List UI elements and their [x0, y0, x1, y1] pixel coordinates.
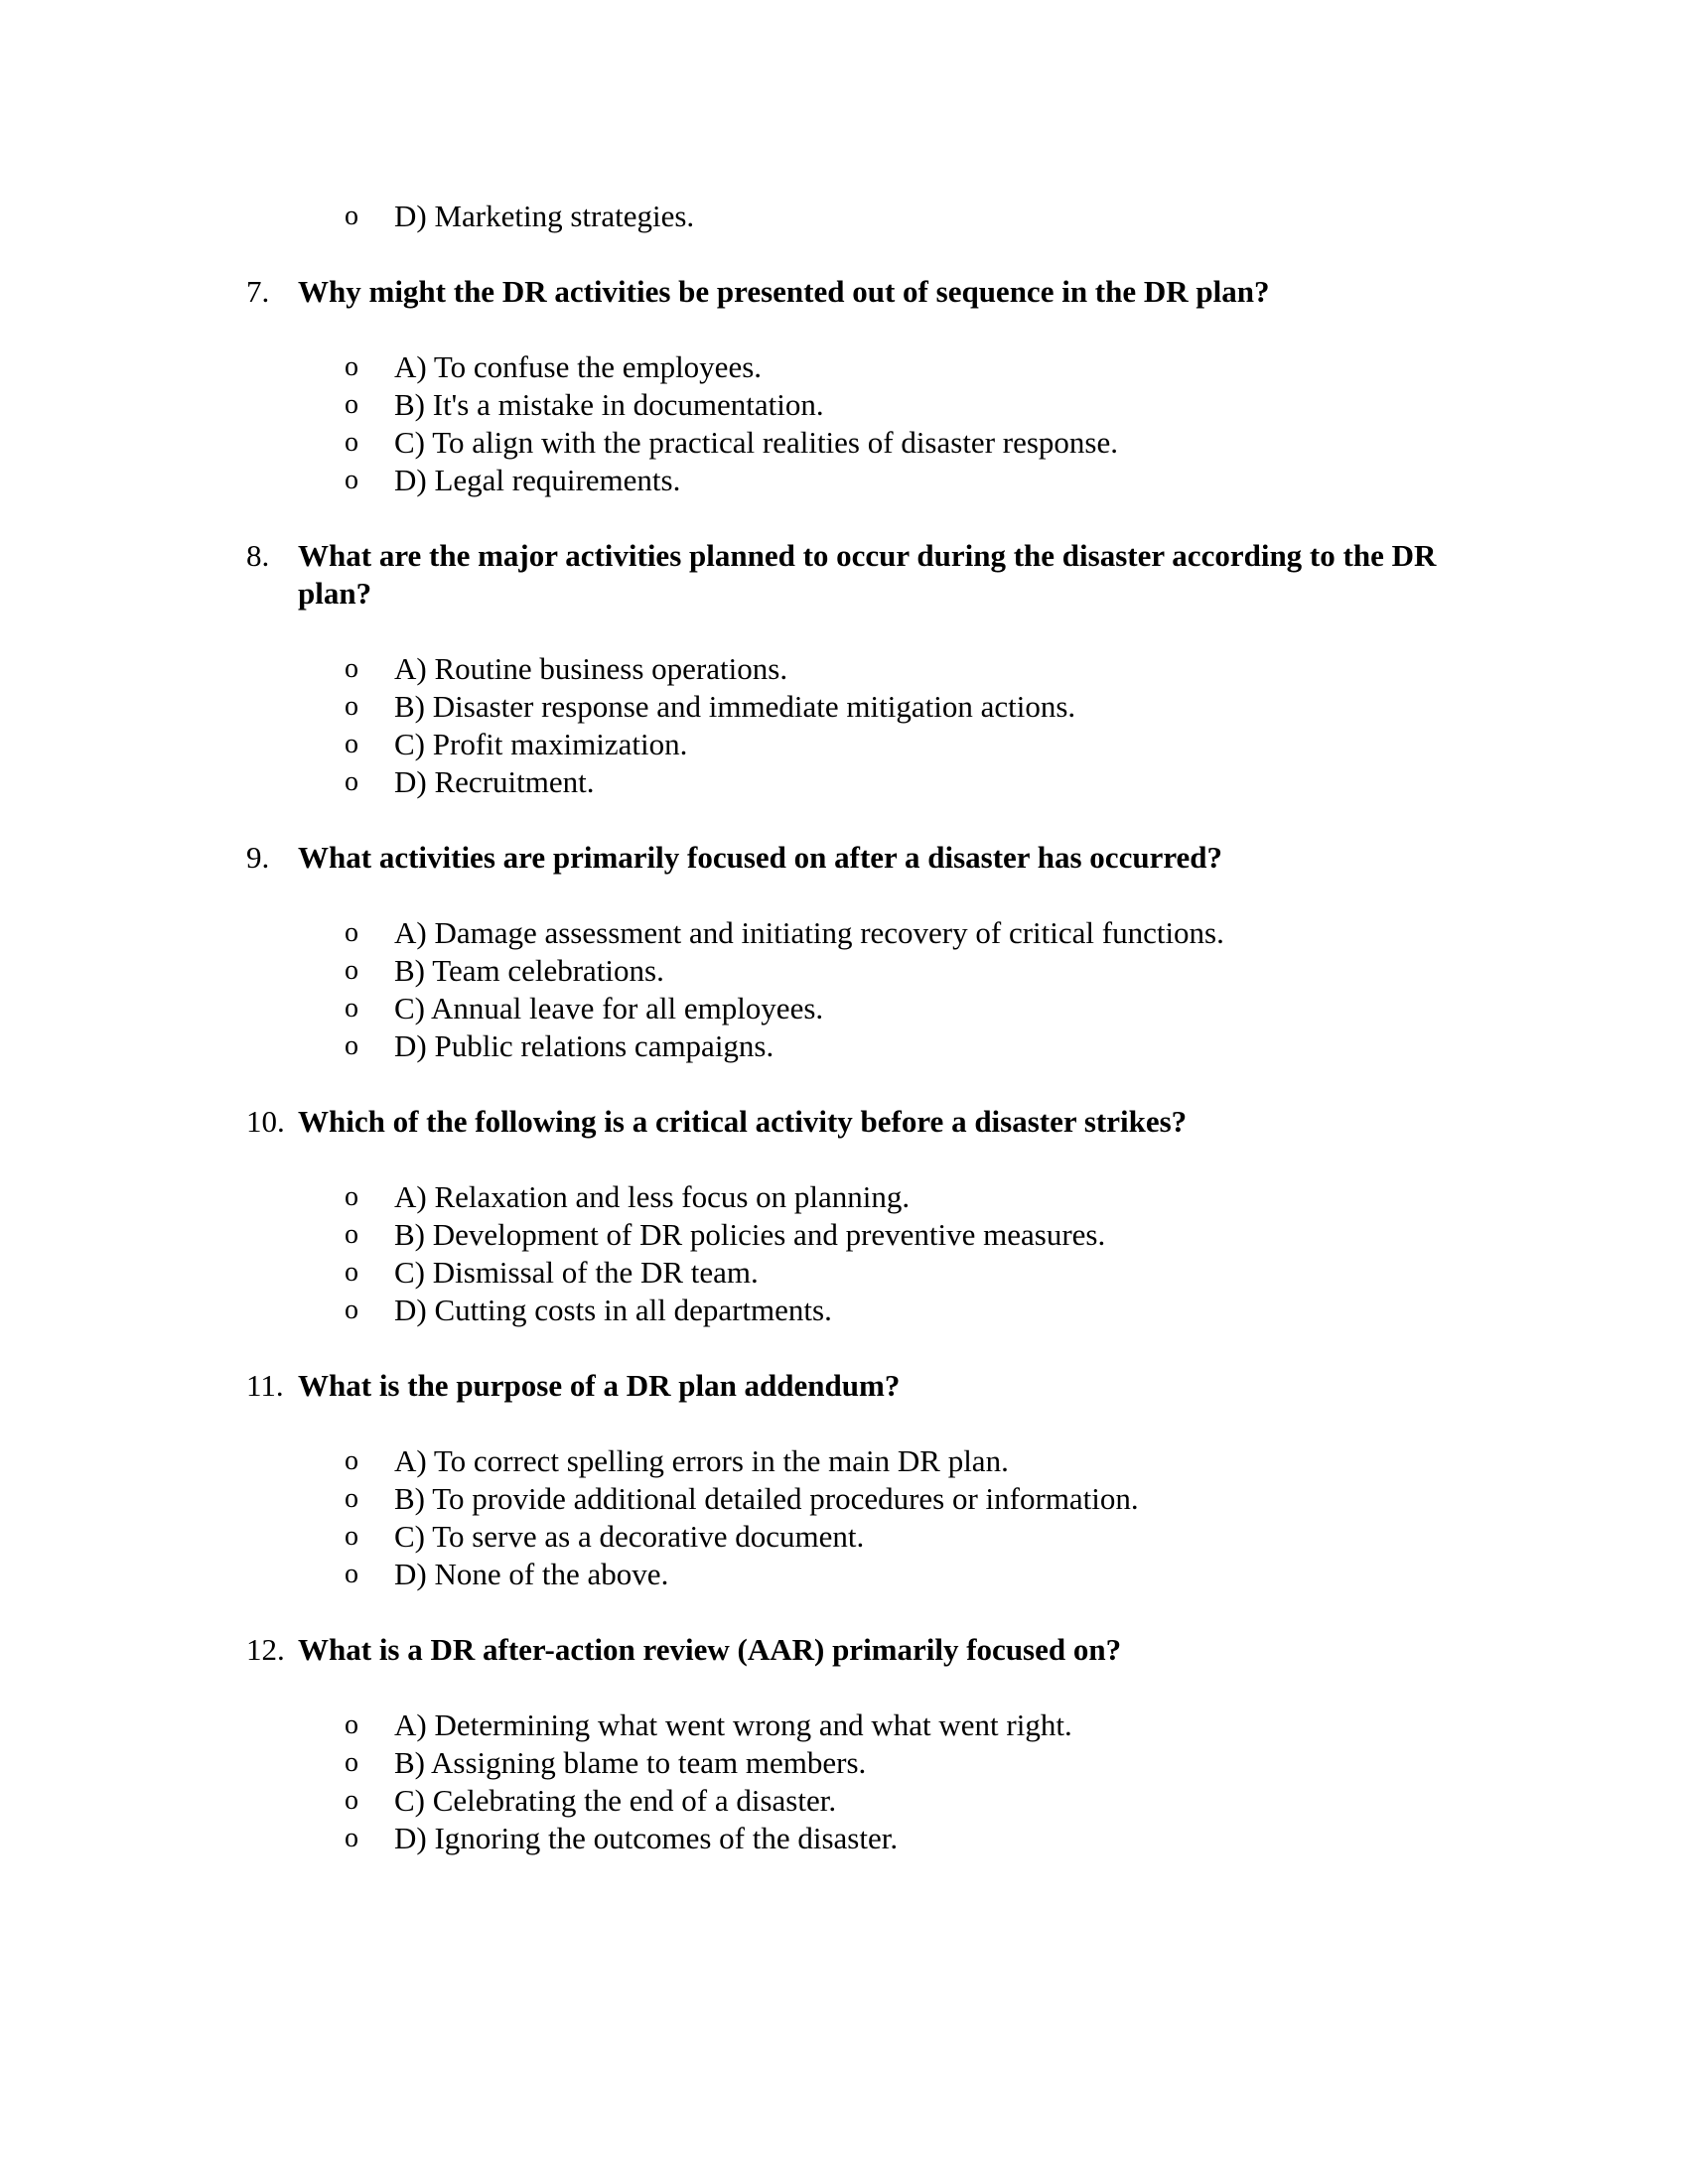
bullet-marker: o [345, 1445, 358, 1476]
option-text: C) To align with the practical realities of disaster response. [394, 425, 1118, 460]
bullet-marker: o [345, 1521, 358, 1552]
option-text: A) Determining what went wrong and what went right. [394, 1707, 1072, 1742]
option-text: D) Legal requirements. [394, 463, 681, 497]
bullet-marker: o [345, 766, 358, 797]
bullet-marker: o [345, 1709, 358, 1740]
question-number: 7. [246, 274, 270, 309]
option-text: D) Marketing strategies. [394, 199, 695, 233]
option-text: C) Annual leave for all employees. [394, 991, 824, 1025]
bullet-marker: o [345, 653, 358, 684]
question-number: 11. [246, 1368, 284, 1403]
bullet-marker: o [345, 1219, 358, 1250]
option-text: B) Development of DR policies and preventive measures. [394, 1217, 1106, 1252]
option-text: B) Disaster response and immediate mitigation actions. [394, 689, 1076, 724]
question-text: Why might the DR activities be presented out of sequence in the DR plan? [298, 274, 1270, 309]
bullet-marker: o [345, 427, 358, 458]
question-text: What is the purpose of a DR plan addendum? [298, 1368, 901, 1403]
bullet-marker: o [345, 917, 358, 948]
option-text: A) To correct spelling errors in the main DR plan. [394, 1443, 1009, 1478]
option-text: C) To serve as a decorative document. [394, 1519, 865, 1554]
bullet-marker: o [345, 1295, 358, 1325]
bullet-marker: o [345, 1823, 358, 1853]
option-text: A) To confuse the employees. [394, 349, 763, 384]
option-text: D) None of the above. [394, 1557, 669, 1591]
bullet-marker: o [345, 691, 358, 722]
bullet-marker: o [345, 729, 358, 759]
option-text: A) Routine business operations. [394, 651, 788, 686]
option-text: A) Damage assessment and initiating recovery of critical functions. [394, 915, 1224, 950]
question-number: 9. [246, 840, 270, 875]
bullet-marker: o [345, 351, 358, 382]
bullet-marker: o [345, 1181, 358, 1212]
option-text: D) Cutting costs in all departments. [394, 1293, 832, 1327]
bullet-marker: o [345, 201, 358, 231]
question-text: What activities are primarily focused on after a disaster has occurred? [298, 840, 1223, 875]
option-text: C) Dismissal of the DR team. [394, 1255, 759, 1290]
question-text: Which of the following is a critical activity before a disaster strikes? [298, 1104, 1188, 1139]
option-text: C) Profit maximization. [394, 727, 688, 761]
bullet-marker: o [345, 1559, 358, 1589]
option-text: D) Recruitment. [394, 764, 595, 799]
option-text: B) Team celebrations. [394, 953, 664, 988]
bullet-marker: o [345, 1257, 358, 1288]
question-text: What are the major activities planned to occur during the disaster according to the DR plan? [298, 538, 1437, 611]
option-text: B) To provide additional detailed procedures or information. [394, 1481, 1139, 1516]
bullet-marker: o [345, 389, 358, 420]
bullet-marker: o [345, 1483, 358, 1514]
question-number: 8. [246, 538, 270, 573]
option-text: B) It's a mistake in documentation. [394, 387, 824, 422]
question-number: 12. [246, 1632, 285, 1667]
bullet-marker: o [345, 1030, 358, 1061]
question-number: 10. [246, 1104, 285, 1139]
option-text: A) Relaxation and less focus on planning. [394, 1179, 911, 1214]
bullet-marker: o [345, 465, 358, 495]
bullet-marker: o [345, 1785, 358, 1816]
option-text: D) Public relations campaigns. [394, 1028, 774, 1063]
option-text: D) Ignoring the outcomes of the disaster. [394, 1821, 899, 1855]
bullet-marker: o [345, 955, 358, 986]
option-text: C) Celebrating the end of a disaster. [394, 1783, 837, 1818]
option-text: B) Assigning blame to team members. [394, 1745, 867, 1780]
question-text: What is a DR after-action review (AAR) primarily focused on? [298, 1632, 1122, 1667]
bullet-marker: o [345, 993, 358, 1024]
bullet-marker: o [345, 1747, 358, 1778]
